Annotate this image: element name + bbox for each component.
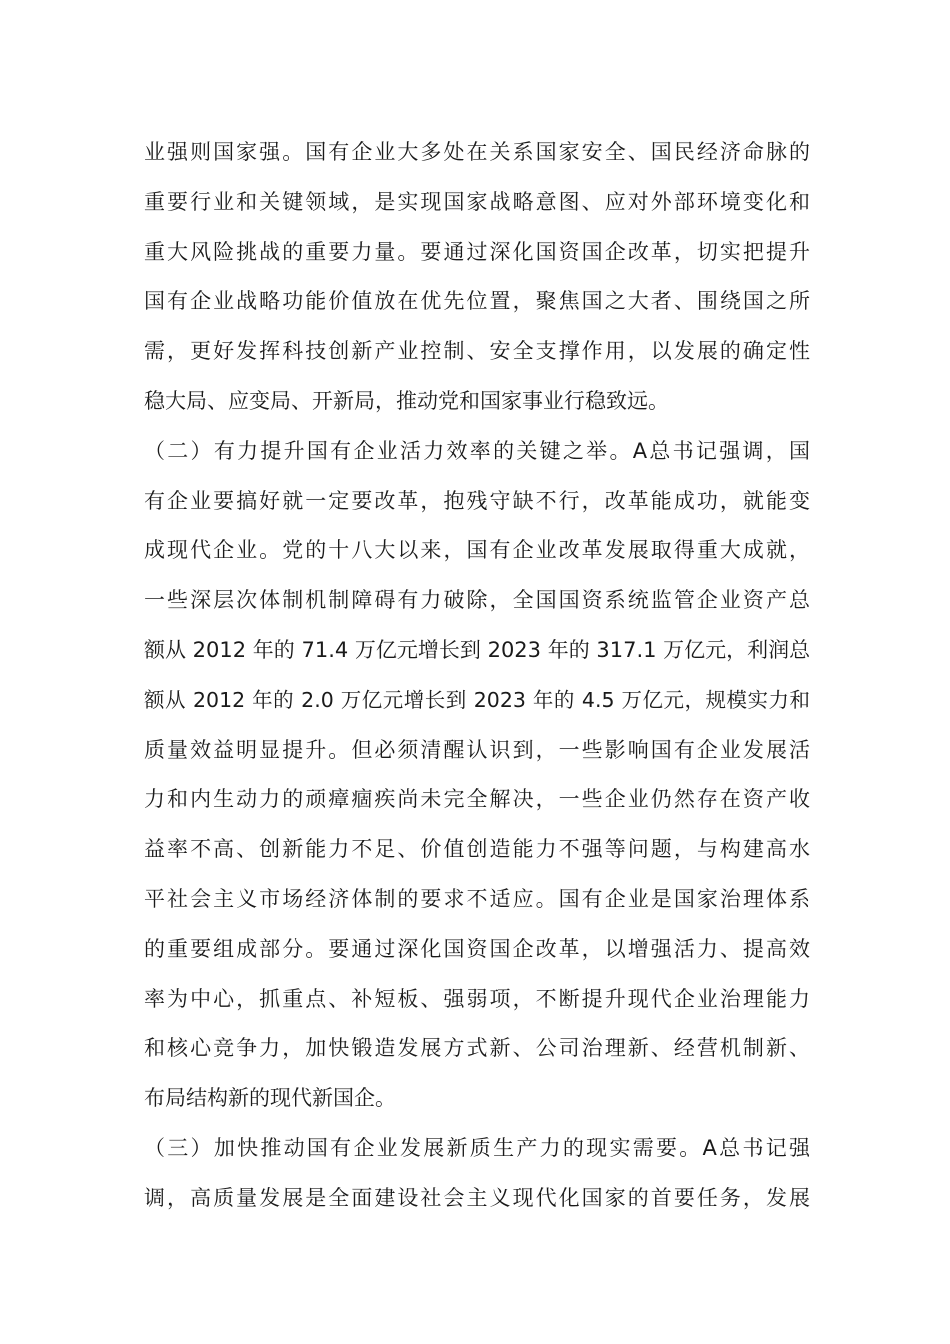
text-line: 国有企业战略功能价值放在优先位置，聚焦国之大者、围绕国之所 (144, 289, 810, 314)
text-line: 质量效益明显提升。但必须清醒认识到，一些影响国有企业发展活 (144, 737, 810, 762)
text-line: 平社会主义市场经济体制的要求不适应。国有企业是国家治理体系 (144, 886, 810, 911)
section-heading-line: （三）加快推动国有企业发展新质生产力的现实需要。A总书记强 (144, 1135, 810, 1160)
text-line: 力和内生动力的顽瘴痼疾尚未完全解决，一些企业仍然存在资产收 (144, 787, 810, 812)
text-line: 重要行业和关键领域，是实现国家战略意图、应对外部环境变化和 (144, 189, 810, 214)
text-line: 和核心竞争力，加快锻造发展方式新、公司治理新、经营机制新、 (144, 1036, 810, 1061)
text-line: 率为中心，抓重点、补短板、强弱项，不断提升现代企业治理能力 (144, 986, 810, 1011)
paragraph-end-line: 稳大局、应变局、开新局，推动党和国家事业行稳致远。 (144, 388, 669, 413)
paragraph-end-line: 布局结构新的现代新国企。 (144, 1086, 396, 1111)
text-line: 需，更好发挥科技创新产业控制、安全支撑作用，以发展的确定性 (144, 339, 810, 364)
text-line: 额从 2012 年的 2.0 万亿元增长到 2023 年的 4.5 万亿元，规模实力和 (144, 687, 810, 712)
text-line: 益率不高、创新能力不足、价值创造能力不强等问题，与构建高水 (144, 837, 810, 862)
text-line: 调，高质量发展是全面建设社会主义现代化国家的首要任务，发展 (144, 1185, 810, 1210)
text-line: 成现代企业。党的十八大以来，国有企业改革发展取得重大成就， (144, 538, 810, 563)
text-line: 额从 2012 年的 71.4 万亿元增长到 2023 年的 317.1 万亿元，利润总 (144, 637, 810, 662)
text-line: 重大风险挑战的重要力量。要通过深化国资国企改革，切实把提升 (144, 239, 810, 264)
text-line: 一些深层次体制机制障碍有力破除，全国国资系统监管企业资产总 (144, 588, 810, 613)
document-body (144, 128, 810, 1224)
text-line: 有企业要搞好就一定要改革，抱残守缺不行，改革能成功，就能变 (144, 488, 810, 513)
text-line: 业强则国家强。国有企业大多处在关系国家安全、国民经济命脉的 (144, 140, 810, 164)
section-heading-line: （二）有力提升国有企业活力效率的关键之举。A总书记强调，国 (144, 438, 810, 463)
text-line: 的重要组成部分。要通过深化国资国企改革，以增强活力、提高效 (144, 936, 810, 961)
